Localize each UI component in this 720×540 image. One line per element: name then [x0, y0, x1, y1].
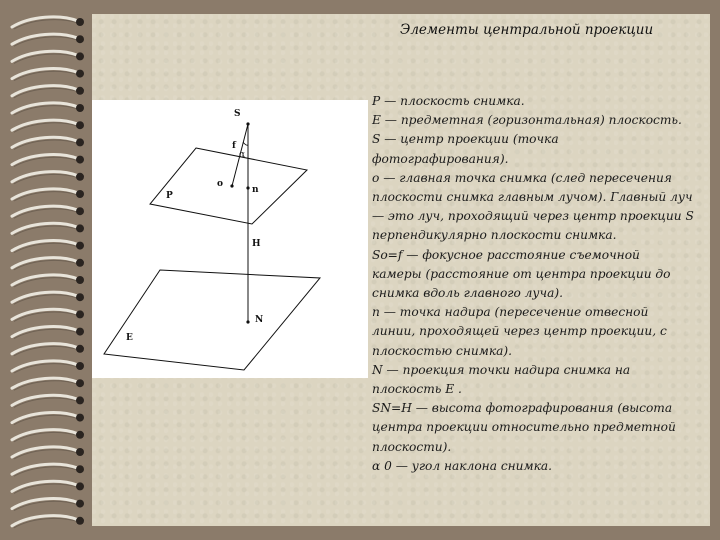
binding-ring — [12, 137, 84, 149]
binding-ring — [12, 120, 84, 132]
description-line: E — предметная (горизонтальная) плоскость. — [372, 113, 682, 128]
binding-ring — [12, 17, 84, 29]
binding-ring — [12, 155, 84, 167]
label-h: H — [252, 239, 261, 249]
binding-ring — [12, 499, 84, 511]
description-line: плоскостью снимка). — [372, 343, 512, 358]
point-n — [246, 186, 249, 189]
binding-ring — [12, 395, 84, 407]
binding-ring — [12, 241, 84, 253]
label-s: S — [234, 109, 241, 119]
binding-ring — [12, 292, 84, 304]
description-text — [372, 92, 708, 476]
binding-ring — [12, 275, 84, 287]
binding-ring — [12, 223, 84, 235]
description-line: P — плоскость снимка. — [372, 94, 525, 108]
point-s — [246, 122, 249, 125]
binding-ring — [12, 69, 84, 81]
slide-title: Элементы центральной проекции — [400, 22, 654, 38]
label-alpha: α — [239, 150, 246, 160]
description-line: N — проекция точки надира снимка на — [372, 362, 631, 377]
binding-ring — [12, 34, 84, 46]
binding-ring — [12, 86, 84, 98]
binding-ring — [12, 430, 84, 442]
label-o: o — [217, 179, 224, 189]
binding-ring — [12, 447, 84, 459]
binding-ring — [12, 172, 84, 184]
description-line: S — центр проекции (точка — [372, 132, 559, 147]
description-line: перпендикулярно плоскости снимка. — [372, 228, 617, 243]
description-line: фотографирования). — [372, 151, 509, 166]
label-f: f — [232, 141, 236, 151]
label-e: E — [126, 333, 133, 343]
description-line: α 0 — угол наклона снимка. — [372, 458, 553, 473]
description-line: плоскости). — [372, 439, 452, 454]
binding-ring — [12, 516, 84, 528]
label-p: P — [166, 191, 173, 201]
binding-ring — [12, 309, 84, 321]
binding-ring — [12, 327, 84, 339]
description-line: SN=H — высота фотографирования (высота — [372, 401, 673, 416]
description-line: n — точка надира (пересечение отвесной — [372, 305, 649, 320]
description-line: So=f — фокусное расстояние съемочной — [372, 247, 640, 262]
description-line: — это луч, проходящий через центр проекции S — [372, 209, 694, 224]
object-plane-e — [104, 270, 320, 370]
binding-ring — [12, 258, 84, 270]
description-line: центра проекции относительно предметной — [372, 420, 676, 435]
binding-ring — [12, 51, 84, 63]
binding-ring — [12, 378, 84, 390]
binding-ring — [12, 103, 84, 115]
binding-ring — [12, 206, 84, 218]
binding-ring — [12, 361, 84, 373]
binding-ring — [12, 344, 84, 356]
binding-ring — [12, 189, 84, 201]
binding-ring — [12, 464, 84, 476]
binding-ring — [12, 413, 84, 425]
point-n-big — [246, 320, 249, 323]
photo-plane-p — [150, 148, 307, 224]
label-N: N — [255, 315, 264, 325]
description-line: плоскость E . — [372, 382, 462, 397]
description-line: плоскости снимка главным лучом). Главный луч — [372, 190, 693, 205]
spiral-binding — [0, 0, 92, 540]
label-n: n — [252, 185, 259, 195]
description-line: снимка вдоль главного луча). — [372, 286, 563, 301]
description-line: линии, проходящей через центр проекции, с — [372, 324, 667, 339]
description-line: камеры (расстояние от центра проекции до — [372, 266, 671, 281]
projection-diagram — [92, 100, 368, 378]
description-line: o — главная точка снимка (след пересечения — [372, 170, 672, 185]
tilt-angle-arc — [243, 142, 248, 145]
binding-ring — [12, 481, 84, 493]
point-o — [230, 184, 233, 187]
